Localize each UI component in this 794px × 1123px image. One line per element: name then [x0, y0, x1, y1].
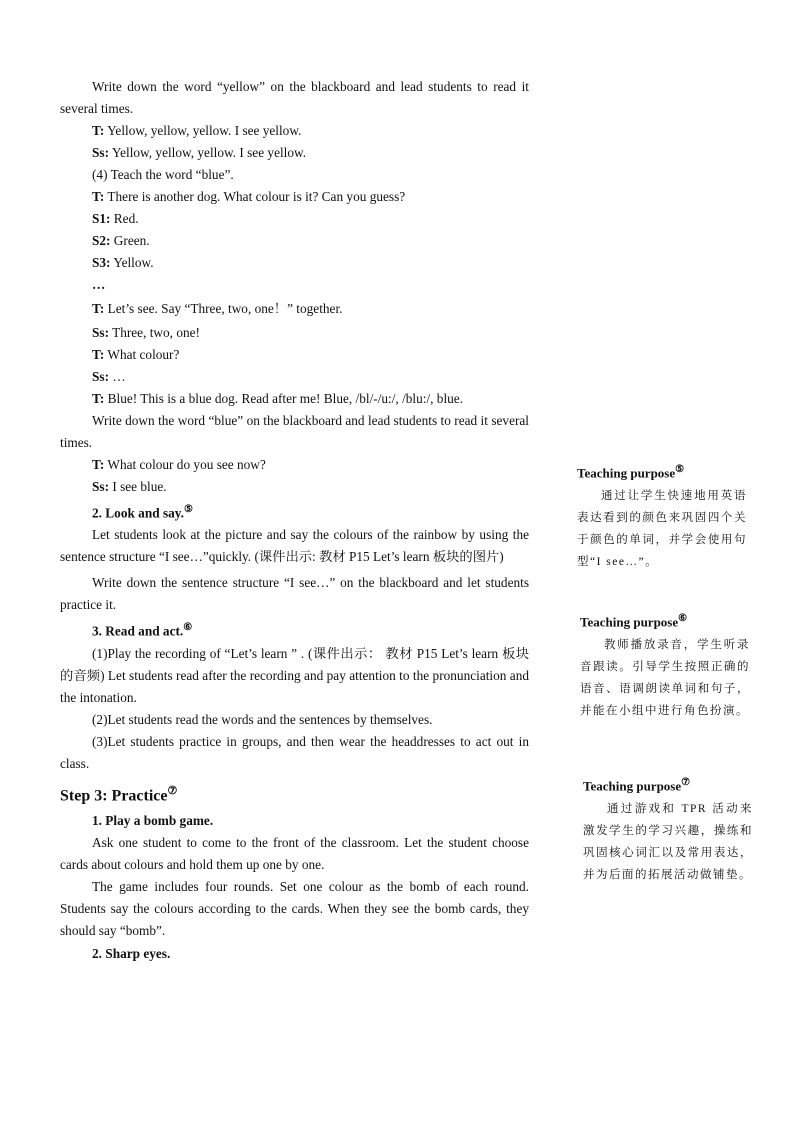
paragraph-write-blue: Write down the word “blue” on the blackboard and lead students to read it several times.	[60, 413, 529, 450]
note-title: Teaching purpose	[580, 614, 679, 630]
dialogue-text: I see blue.	[109, 479, 167, 494]
teaching-purpose-note-7	[583, 773, 753, 886]
paragraph-read-words: (2)Let students read the words and the sentences by themselves.	[92, 711, 433, 727]
footnote-marker: ⑥	[183, 622, 193, 634]
note-body: 通过游戏和 TPR 活动来激发学生的学习兴趣，操练和巩固核心词汇以及常用表达，并为后面的拓展活动做铺垫。	[583, 803, 753, 882]
speaker-label: T:	[92, 347, 105, 362]
heading-read-and-act: 3. Read and act.⑥	[92, 622, 193, 639]
dialogue-line	[60, 252, 529, 274]
paragraph-play-recording: (1)Play the recording of “Let’s learn ” . (课件出示： 教材 P15 Let’s learn 板块的音频) Let students read after the recording and pay attention to the pronunciation and the intonation.	[60, 645, 529, 705]
heading-look-and-say: 2. Look and say.⑤	[92, 504, 193, 521]
teach-blue-line: (4) Teach the word “blue”.	[92, 167, 234, 182]
dialogue-text: …	[109, 369, 126, 384]
dialogue-line	[60, 142, 529, 164]
speaker-label: T:	[92, 391, 105, 406]
ellipsis-line: …	[92, 277, 106, 292]
paragraph-sentence-structure: Write down the sentence structure “I see…” on the blackboard and let students practice it.	[60, 575, 529, 613]
dialogue-paragraph	[60, 388, 529, 410]
note-title: Teaching purpose	[583, 778, 682, 794]
footnote-marker: ⑥	[678, 613, 688, 624]
footnote-marker: ⑤	[184, 504, 193, 515]
speaker-label: T:	[92, 189, 105, 204]
dialogue-line	[60, 454, 529, 476]
heading-bomb-game: 1. Play a bomb game.	[92, 813, 214, 829]
speaker-label: S1:	[92, 211, 111, 226]
teaching-purpose-note-5	[577, 460, 747, 573]
dialogue-line	[60, 230, 529, 252]
footnote-marker: ⑦	[681, 777, 691, 788]
note-body: 通过让学生快速地用英语表达看到的颜色来巩固四个关于颜色的单词，并学会使用句型“I see…”。	[577, 490, 747, 569]
heading-sharp-eyes: 2. Sharp eyes.	[92, 946, 171, 962]
dialogue-line	[60, 366, 529, 388]
speaker-label: T:	[92, 301, 105, 316]
speaker-label: T:	[92, 123, 105, 138]
dialogue-text: Let’s see. Say “Three, two, one！” together.	[104, 301, 343, 316]
lesson-main-column	[60, 76, 529, 965]
paragraph-ask-student: Ask one student to come to the front of the classroom. Let the student choose cards about colours and hold them up one by one.	[60, 835, 529, 873]
paragraph-practice-groups: (3)Let students practice in groups, and then wear the headdresses to act out in class.	[60, 733, 529, 771]
speaker-label: Ss:	[92, 145, 109, 160]
speaker-label: S2:	[92, 233, 111, 248]
paragraph-look-picture: Let students look at the picture and say the colours of the rainbow by using the sentence structure “I see…”quickly. (课件出示: 教材 P15 Let’s learn 板块的图片)	[60, 527, 529, 565]
speaker-label: S3:	[92, 255, 111, 270]
dialogue-text: Yellow, yellow, yellow. I see yellow.	[104, 123, 302, 138]
dialogue-text: Three, two, one!	[109, 325, 200, 340]
footnote-marker: ⑤	[675, 464, 685, 475]
speaker-label: T:	[92, 457, 105, 472]
step-3-heading: Step 3: Practice⑦	[60, 784, 178, 805]
speaker-label: Ss:	[92, 369, 109, 384]
dialogue-line	[60, 322, 529, 344]
dialogue-text: What colour do you see now?	[104, 457, 266, 472]
dialogue-text: What colour?	[104, 347, 180, 362]
dialogue-text: Yellow, yellow, yellow. I see yellow.	[109, 145, 307, 160]
dialogue-text: Green.	[110, 233, 150, 248]
note-title: Teaching purpose	[577, 465, 676, 481]
dialogue-text: There is another dog. What colour is it? Can you guess?	[104, 189, 406, 204]
speaker-label: Ss:	[92, 479, 109, 494]
footnote-marker: ⑦	[167, 784, 178, 797]
paragraph-game-rounds: The game includes four rounds. Set one colour as the bomb of each round. Students say the colours according to the cards. When they see the bomb cards, they should say “bomb”.	[60, 879, 529, 939]
paragraph-write-yellow: Write down the word “yellow” on the blackboard and lead students to read it several times.	[60, 79, 529, 116]
dialogue-line	[60, 208, 529, 230]
dialogue-line	[60, 344, 529, 366]
note-body: 教师播放录音，学生听录音跟读。引导学生按照正确的语音、语调朗读单词和句子，并能在小组中进行角色扮演。	[580, 639, 750, 718]
speaker-label: Ss:	[92, 325, 109, 340]
teaching-purpose-note-6	[580, 609, 750, 722]
dialogue-line	[60, 186, 529, 208]
dialogue-text: Yellow.	[110, 255, 154, 270]
dialogue-text: Blue! This is a blue dog. Read after me! Blue, /bl/-/u:/, /blu:/, blue.	[104, 391, 464, 406]
dialogue-line	[60, 476, 529, 498]
dialogue-text: Red.	[110, 211, 139, 226]
dialogue-line	[60, 296, 529, 322]
dialogue-line	[60, 120, 529, 142]
